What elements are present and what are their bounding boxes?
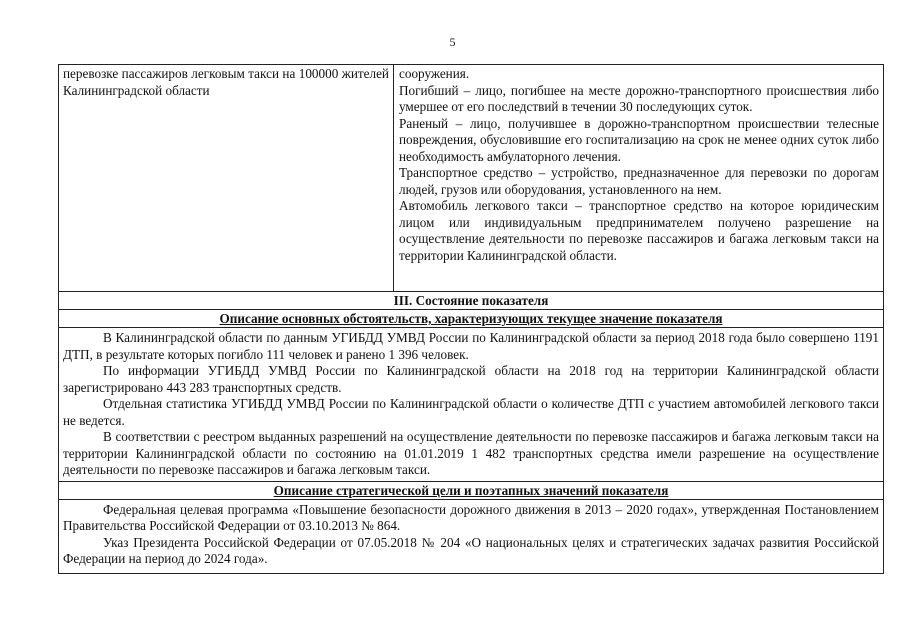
- circumstances-title-text: Описание основных обстоятельств, характеризующих текущее значение показателя: [219, 311, 723, 326]
- strategy-paragraph: Указ Президента Российской Федерации от 07.05.2018 № 204 «О национальных целях и стратегических задачах развития Российской Федерации на период до 2024 года».: [63, 534, 879, 566]
- circumstances-paragraph: В Калининградской области по данным УГИБДД УМВД России по Калининградской области за период 2018 года было совершено 1191 ДТП, в результате которых погибло 111 человек и ранено 1 396 человек.: [63, 330, 879, 362]
- circumstances-title: [59, 310, 883, 328]
- strategy-title: [59, 482, 883, 500]
- definition-paragraph: Раненый – лицо, получившее в дорожно-транспортном происшествии телесные повреждения, обусловившие его госпитализацию на срок не менее одних суток либо необходимость амбулаторного лечения.: [399, 115, 879, 164]
- strategy-block: [59, 500, 883, 570]
- circumstances-paragraph: По информации УГИБДД УМВД России по Калининградской области на 2018 год на территории Калининградской области зарегистрировано 443 283 транспортных средств.: [63, 363, 879, 395]
- strategy-paragraph: Федеральная целевая программа «Повышение безопасности дорожного движения в 2013 – 2020 годах», утвержденная Постановлением Правительства Российской Федерации от 03.10.2013 № 864.: [63, 501, 879, 533]
- circumstances-paragraph: Отдельная статистика УГИБДД УМВД России по Калининградской области о количестве ДТП с участием автомобилей легкового такси не ведется.: [63, 396, 879, 428]
- definitions-cell: [394, 65, 883, 291]
- document-table: [58, 64, 884, 574]
- page-number: 5: [449, 35, 456, 49]
- circumstances-block: [59, 328, 883, 482]
- circumstances-paragraph: В соответствии с реестром выданных разрешений на осуществление деятельности по перевозке пассажиров и багажа легковым такси на территории Калининградской области по состоянию на 01.01.2019 1 482 транспортных средства имели разрешение на осуществление деятельности по перевозке пассажиров и багажа легковым такси.: [63, 429, 879, 477]
- indicator-name-cell: [59, 65, 394, 291]
- section-3-title: III. Состояние показателя: [59, 292, 883, 310]
- definitions-row: [59, 65, 883, 292]
- definition-paragraph: Автомобиль легкового такси – транспортное средство на которое юридическим лицом или индивидуальным предпринимателем получено разрешение на осуществление деятельности по перевозке пассажиров и багажа легковым такси на территории Калининградской области.: [399, 198, 879, 263]
- indicator-name-text: перевозке пассажиров легковым такси на 100000 жителей Калининградской области: [63, 66, 389, 98]
- definition-paragraph: Транспортное средство – устройство, предназначенное для перевозки по дорогам людей, грузов или оборудования, установленного на нем.: [399, 165, 879, 197]
- definition-paragraph: Погибший – лицо, погибшее на месте дорожно-транспортного происшествия либо умершее от его последствий в течении 30 последующих суток.: [399, 82, 879, 114]
- definition-paragraph: сооружения.: [399, 66, 470, 81]
- strategy-title-text: Описание стратегической цели и поэтапных значений показателя: [273, 482, 669, 498]
